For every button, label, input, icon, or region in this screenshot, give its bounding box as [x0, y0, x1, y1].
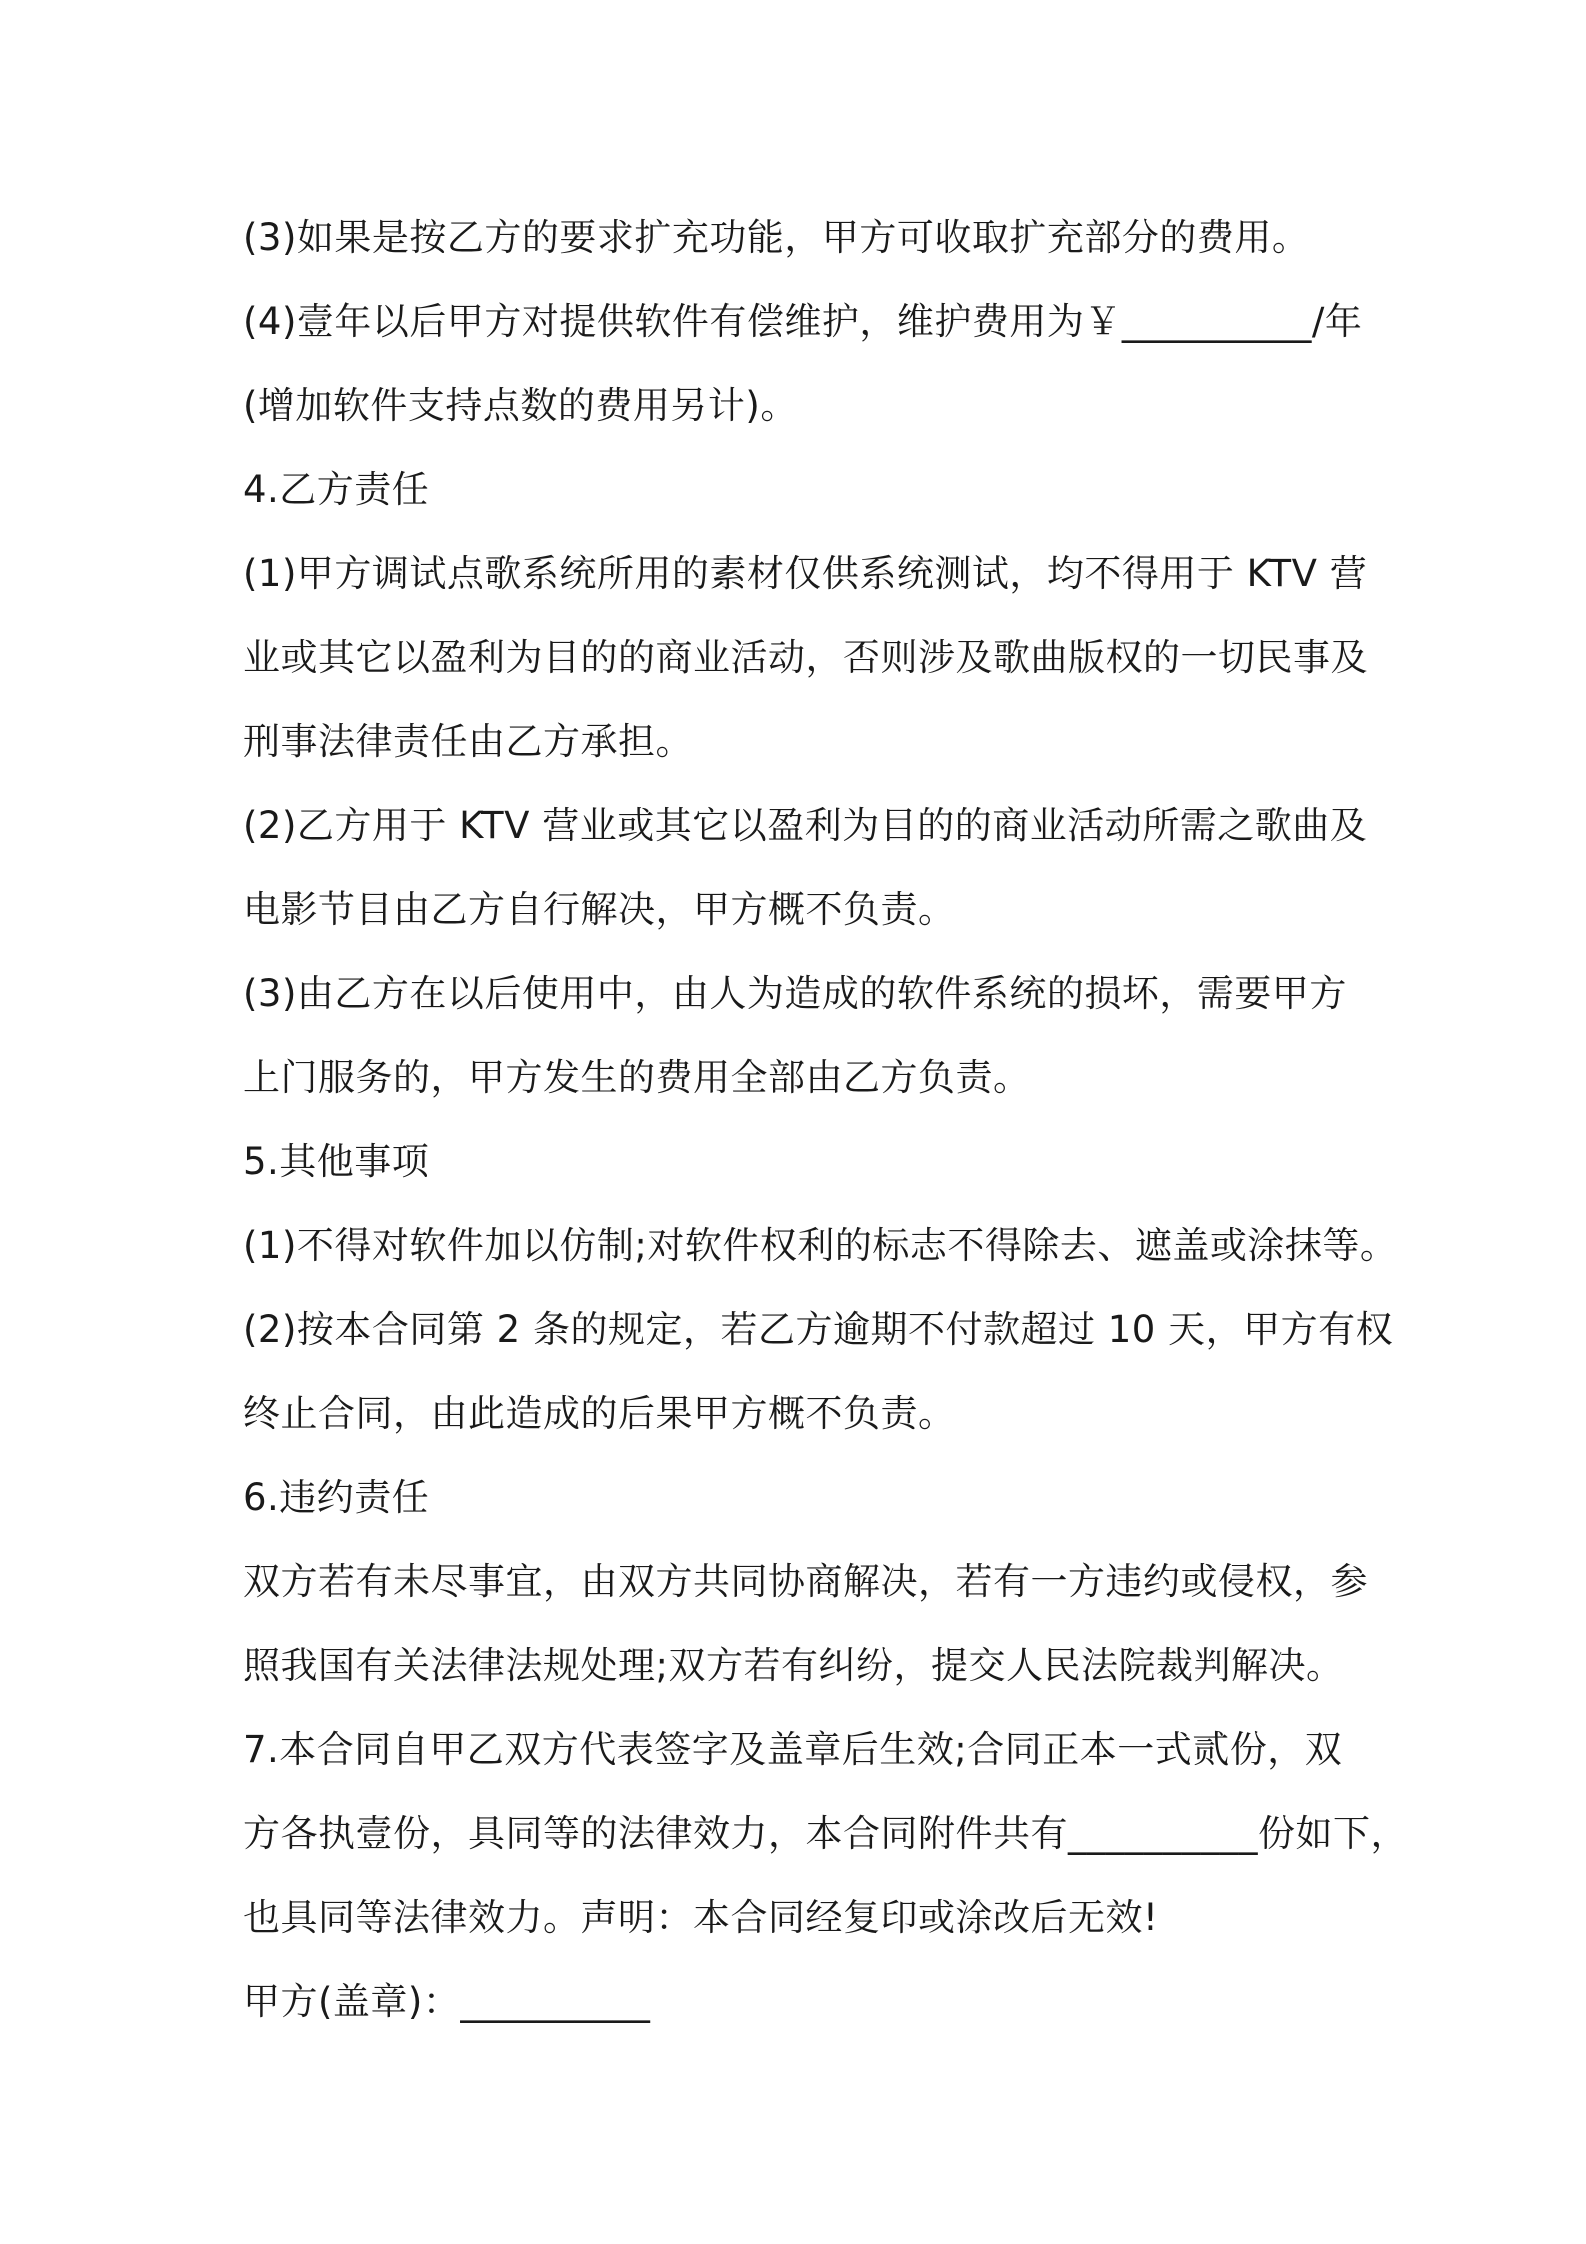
clause-4-2-line-2: 电影节目由乙方自行解决，甲方概不负责。: [243, 888, 956, 931]
clause-4-1-line-1: (1)甲方调试点歌系统所用的素材仅供系统测试，均不得用于 KTV 营: [243, 552, 1368, 595]
clause-4-1-line-3: 刑事法律责任由乙方承担。: [243, 720, 693, 763]
section-6-line-2: 照我国有关法律法规处理;双方若有纠纷，提交人民法院裁判解决。: [243, 1644, 1344, 1687]
clause-4-3-line-2: 上门服务的，甲方发生的费用全部由乙方负责。: [243, 1056, 1031, 1099]
party-a-signature-line: 甲方(盖章)：__________: [243, 1980, 651, 2023]
clause-4-2-line-1: (2)乙方用于 KTV 营业或其它以盈利为目的的商业活动所需之歌曲及: [243, 804, 1368, 847]
section-6-heading: 6.违约责任: [243, 1476, 430, 1519]
section-6-line-1: 双方若有未尽事宜，由双方共同协商解决，若有一方违约或侵权，参: [243, 1560, 1368, 1603]
clause-3-4-continued: (增加软件支持点数的费用另计)。: [243, 384, 798, 427]
clause-4-1-line-2: 业或其它以盈利为目的的商业活动，否则涉及歌曲版权的一切民事及: [243, 636, 1368, 679]
section-5-heading: 5.其他事项: [243, 1140, 430, 1183]
section-7-line-2: 方各执壹份，具同等的法律效力，本合同附件共有__________份如下，: [243, 1812, 1408, 1855]
section-4-heading: 4.乙方责任: [243, 468, 430, 511]
section-7-line-3: 也具同等法律效力。声明：本合同经复印或涂改后无效!: [243, 1896, 1159, 1939]
clause-5-2-line-2: 终止合同，由此造成的后果甲方概不负责。: [243, 1392, 956, 1435]
contract-body: [243, 196, 1408, 2044]
section-7-line-1: 7.本合同自甲乙双方代表签字及盖章后生效;合同正本一式贰份，双: [243, 1728, 1343, 1771]
clause-5-1: (1)不得对软件加以仿制;对软件权利的标志不得除去、遮盖或涂抹等。: [243, 1224, 1398, 1267]
clause-4-3-line-1: (3)由乙方在以后使用中，由人为造成的软件系统的损坏，需要甲方: [243, 972, 1347, 1015]
clause-3-3-fee-expansion: (3)如果是按乙方的要求扩充功能，甲方可收取扩充部分的费用。: [243, 216, 1310, 259]
clause-3-4-maintenance-fee: (4)壹年以后甲方对提供软件有偿维护，维护费用为￥__________/年: [243, 300, 1363, 343]
clause-5-2-line-1: (2)按本合同第 2 条的规定，若乙方逾期不付款超过 10 天，甲方有权: [243, 1308, 1394, 1351]
